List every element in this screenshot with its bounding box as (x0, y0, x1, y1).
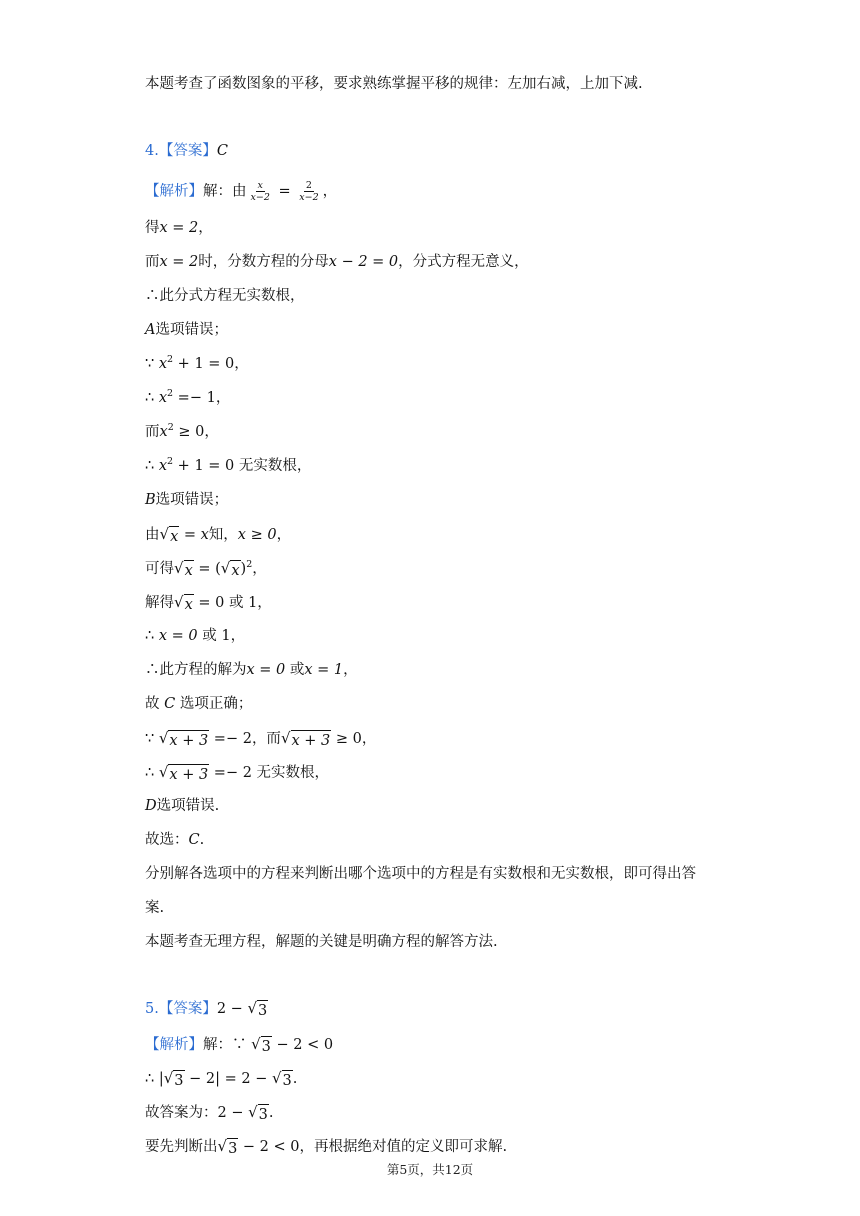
sqrt: √ 3 (248, 1103, 268, 1123)
q4-line-6: ∵ $x^2 + 1 = 0$， (145, 354, 249, 372)
sqrt: √ 3 (163, 1069, 184, 1089)
q5-line-4: 要先判断出 √ 3 − 2 < 0，再根据绝对值的定义即可求解. (145, 1137, 508, 1157)
q5-analysis-tag: 【解析】 (145, 1037, 203, 1053)
q4-line-13: 解得 √ x = 0 或 1， (145, 593, 272, 613)
sqrt: √ x + 3 (158, 729, 209, 749)
sqrt: √ 3 (247, 999, 268, 1019)
q4-line-18: ∴ √ x + 3 =− 2 无实数根， (145, 763, 330, 783)
q5-answer-tag: 【答案】 (158, 1001, 217, 1017)
q4-answer-tag: 【答案】 (158, 143, 217, 159)
q4-analysis-tag: 【解析】 (145, 183, 203, 200)
q4-line-10: B选项错误； (145, 492, 229, 508)
q4-line-12: 可得 √ x = ( √ x )$^2$， (145, 559, 267, 579)
fraction: $\frac{x}{x-2}$ (250, 180, 270, 203)
q5-line-1: 【解析】解：∵ √ 3 − 2 < 0 (145, 1035, 334, 1055)
sqrt: √ x (174, 559, 193, 579)
fraction: $\frac{2}{x-2}$ (299, 180, 319, 203)
q4-line-23: 本题考查无理方程，解题的关键是明确方程的解答方法. (145, 934, 498, 950)
q4-line-3: 而x = 2时，分数方程的分母x − 2 = 0，分式方程无意义， (145, 254, 529, 270)
sqrt: √ x (220, 559, 240, 579)
sqrt: √ x + 3 (158, 763, 209, 783)
q4-line-5: A选项错误； (145, 322, 228, 338)
q4-line-2: 得x = 2， (145, 220, 213, 236)
sqrt: √ 3 (251, 1035, 271, 1055)
q5-answer-line (145, 998, 268, 1021)
q5-number: 5. (145, 1001, 159, 1017)
q4-line-16: 故 C 选项正确； (145, 696, 253, 712)
q4-line-9: ∴ $x^2 + 1 = 0$ 无实数根， (145, 456, 312, 474)
sqrt: √ 3 (217, 1137, 238, 1157)
q4-line-8: 而$x^2 \ge 0$， (145, 422, 219, 440)
q4-line-22: 案. (145, 900, 165, 916)
page-footer: 第5页，共12页 (386, 1162, 474, 1177)
sqrt: √ 3 (271, 1069, 292, 1089)
q4-line-1: 【解析】解：由 $\frac{x}{x-2}$ = $\frac{2}{x-2}$ ， (145, 180, 338, 203)
q4-line-7: ∴ $x^2 =- 1$， (145, 388, 231, 406)
sqrt: √ x (159, 525, 179, 545)
q4-line-15: ∴此方程的解为x = 0 或x = 1， (145, 662, 358, 678)
q4-answer-line (145, 141, 228, 161)
sqrt: √ x (174, 593, 193, 613)
q5-line-2: ∴ | √ 3 − 2| = 2 − √ 3 . (145, 1069, 298, 1089)
q4-line-4: ∴此分式方程无实数根， (145, 288, 305, 304)
q4-line-21: 分别解各选项中的方程来判断出哪个选项中的方程是有实数根和无实数根，即可得出答 (145, 866, 696, 882)
sqrt: √ x + 3 (280, 729, 331, 749)
q4-line-11: 由 √ x = x知，x ≥ 0， (145, 525, 292, 545)
q5-answer: 2 − √ 3 (216, 999, 268, 1019)
intro-summary: 本题考查了函数图象的平移，要求熟练掌握平移的规律：左加右减，上加下减. (145, 76, 643, 92)
q4-number: 4. (145, 143, 159, 159)
q4-line-20: 故选：C. (145, 832, 205, 848)
q4-line-19: D选项错误. (145, 798, 220, 814)
q4-answer: C (216, 143, 228, 159)
q4-line-14: ∴ x = 0 或 1， (145, 628, 246, 644)
q5-line-3: 故答案为：2 − √ 3 . (145, 1103, 274, 1123)
q4-line-17: ∵ √ x + 3 =− 2，而 √ x + 3 ≥ 0， (145, 729, 377, 749)
